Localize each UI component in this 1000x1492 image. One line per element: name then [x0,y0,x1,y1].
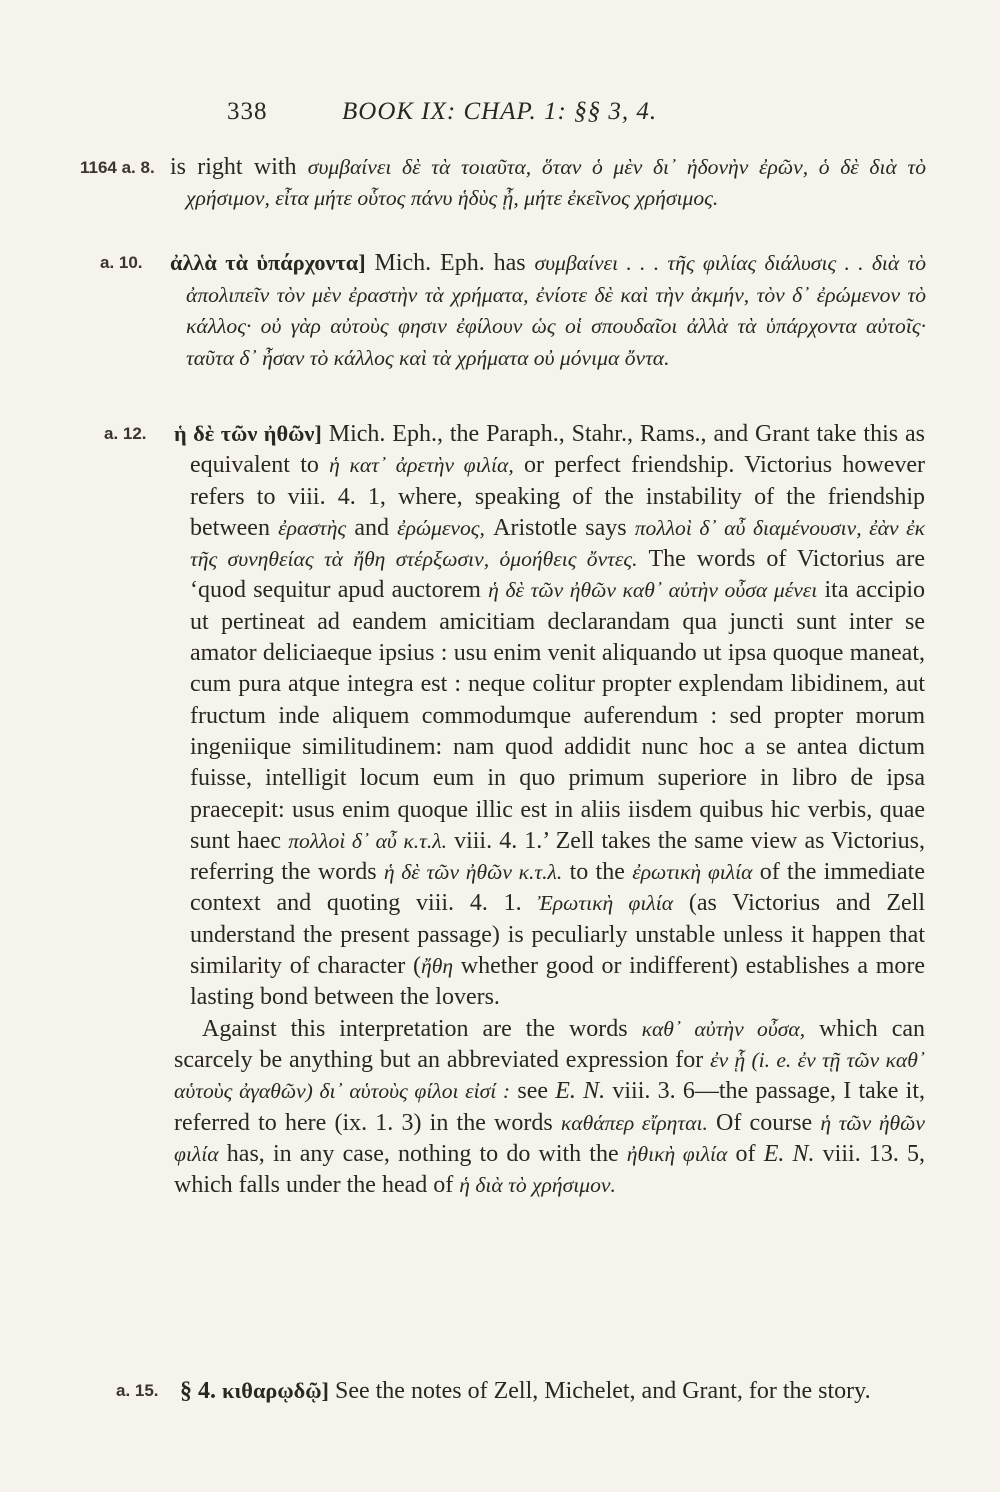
greek-quotation: ἡ δὲ τῶν ἠθῶν κ.τ.λ. [383,860,563,885]
running-header [227,98,767,138]
lemma: ἡ δὲ τῶν ἠθῶν] [174,421,322,446]
greek-quotation: ἡ διὰ τὸ χρήσιμον. [459,1173,616,1198]
lemma: κιθαρῳδῷ] [222,1378,329,1403]
text-run: whether good or indifferent) establishes a more lasting bond between the lovers. [190,953,926,1011]
greek-quotation: καθάπερ εἴρηται. [560,1110,708,1135]
greek-quotation: ἐρώμενος, [397,515,485,540]
text-run: Of course [707,1109,821,1136]
text-run: viii. 4. 1.’ Zell takes the same view as Victorius, referring the words [190,827,925,886]
text-run: Aristotle says [484,514,635,541]
text-run: and [346,514,398,541]
running-title: BOOK IX: CHAP. 1: §§ 3, 4. [342,98,658,125]
text-run: (as Victorius and Zell understand the present passage) is peculiarly unstable unless it happen that similarity of character ( [190,890,926,980]
italic-ref: E. N. [555,1078,606,1105]
text-run: Mich. Eph., the Paraph., Stahr., Rams., and Grant take this as equivalent to [190,421,925,479]
text-run: See the notes of Zell, Michelet, and Grant, for the story. [328,1378,871,1404]
text-run: has, in any case, nothing to do with the [218,1140,627,1167]
text-run: or perfect friendship. Victorius however refers to viii. 4. 1, where, speaking of the instability of the friendship between [190,452,925,541]
text-run: of the immediate context and quoting viii. 4. 1. [190,859,925,917]
line-reference: a. 10. [100,253,143,272]
page-number: 338 [227,98,268,125]
text-run: The words of Victorius are ‘quod sequitur apud auctorem [190,546,925,604]
text-run: to the [562,859,633,886]
note-text [170,247,927,374]
greek-quotation: ἤθη [421,954,454,979]
paragraph-2 [174,1014,925,1202]
text-run: viii. 3. 6—the passage, I take it, referred to here (ix. 1. 3) in the words [174,1078,925,1136]
greek-quotation: ἡ τῶν ἠθῶν φιλία [174,1110,925,1166]
greek-quotation: ἐν ᾗ (i. e. ἐν τῇ τῶν καθ᾽ αὑτοὺς ἀγαθῶν) δι᾽ αὑτοὺς φίλοι εἰσί : [174,1047,925,1104]
greek-quotation: συμβαίνει δὲ τὰ τοιαῦτα, ὅταν ὁ μὲν δι᾽ ἡδονὴν ἐρῶν, ὁ δὲ διὰ τὸ χρήσιμον, εἶτα μήτε οὗτος πάνυ ἡδὺς ᾖ, μήτε ἐκεῖνος χρήσιμος. [186,155,926,210]
greek-quotation: πολλοὶ δ᾽ αὖ κ.τ.λ. [288,828,447,853]
greek-quotation: Ἐρωτικὴ φιλία [537,891,674,916]
greek-quotation: ἡ δὲ τῶν ἠθῶν καθ᾽ αὐτὴν οὖσα μένει [488,578,818,603]
text-run: Against this interpretation are the words [202,1015,642,1042]
greek-quotation: ἐρωτικὴ φιλία [632,860,753,885]
text-run: viii. 13. 5, which falls under the head of [174,1140,925,1199]
italic-ref: E. N. [763,1140,815,1167]
greek-quotation: ἠθικὴ φιλία [626,1141,728,1166]
lemma: ἀλλὰ τὰ ὑπάρχοντα] [170,250,366,275]
line-reference: a. 15. [116,1381,159,1400]
text-run: Mich. Eph. has [365,250,535,276]
greek-quotation: ἡ κατ᾽ ἀρετὴν φιλία, [329,453,514,478]
section-mark: § 4. [180,1378,222,1404]
text-run: ita accipio ut pertineat ad eandem amicitiam declarandam qua juncti sunt inter se amator deliciaeque ipsius : usu enim venit aliquando ut ipsa quoque maneat, cum pura atque integra est : neque colitur propter explendam libidinem, aut fructum inde aliquem commodumque auferendum : sed propter morum ingeniique similitudinem: nam quod addidit nunc hoc a se antea dictum fuisse, intelligit locum eum in quo primum superiore in libro de ipsa praecepit: usus enim quoque illic est in aliis iisdem quibus hic verbis, quae sunt haec [190,577,926,854]
text-run: which can scarcely be anything but an abbreviated expression for [174,1015,926,1073]
text-run: see [510,1078,556,1105]
greek-quotation: συμβαίνει . . . τῆς φιλίας διάλυσις . . διὰ τὸ ἀπολιπεῖν τὸν μὲν ἐραστὴν τὰ χρήματα, ἐνίοτε δὲ καὶ τὴν ἀκμήν, τὸν δ᾽ ἐρώμενον τὸ κάλλος· οὐ γὰρ αὐτοὺς φησιν ἐφίλουν ὡς οἱ σπουδαῖοι ἀλλὰ τὰ ὑπάρχοντα αὐτοῖς· ταῦτα δ᾽ ἦσαν τὸ κάλλος καὶ τὰ χρήματα οὐ μόνιμα ὄντα. [186,251,927,370]
line-reference: 1164 a. 8. [80,158,155,177]
greek-quotation: ἐραστὴς [278,515,347,540]
text-run: is right with [170,154,308,180]
line-reference: a. 12. [104,424,147,443]
note-text [174,418,926,1201]
greek-quotation: καθ᾽ αὐτὴν οὖσα, [641,1016,806,1041]
note-text [170,152,926,214]
paragraph-1 [174,418,926,1014]
note-text [180,1375,924,1407]
greek-quotation: πολλοὶ δ᾽ αὖ διαμένουσιν, ἐὰν ἐκ τῆς συνηθείας τὰ ἤθη στέρξωσιν, ὁμοήθεις ὄντες. [190,515,925,572]
text-run: of [727,1140,764,1167]
